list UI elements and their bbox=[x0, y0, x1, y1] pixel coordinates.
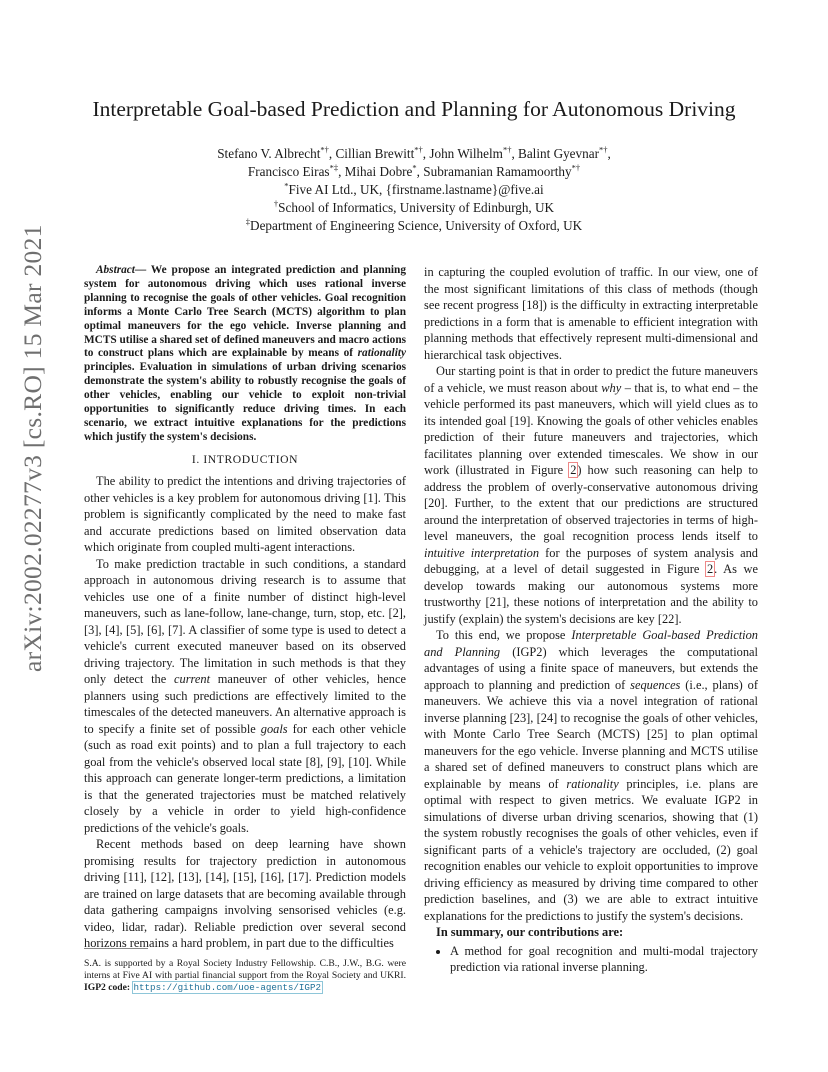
author-line-1: Stefano V. Albrecht*†, Cillian Brewitt*†, John Wilhelm*†, Balint Gyevnar*†, bbox=[217, 144, 611, 161]
contribution-item: • A method for goal recognition and multi-modal trajectory prediction via rational inverse planning. bbox=[450, 943, 758, 976]
affiliation-five-ai: *Five AI Ltd., UK, {firstname.lastname}@five.ai bbox=[284, 180, 544, 197]
footnote-rule bbox=[84, 948, 148, 949]
intro-paragraph-4: in capturing the coupled evolution of traffic. In our view, one of the most significant limitations of this class of methods (though see recent progress [18]) is the difficulty in extracting interpretable predictions in a form that is amenable to efficient integration with planning methods that effectively represent multi-dimensional and hierarchical task objectives. bbox=[424, 265, 758, 362]
author-block bbox=[100, 145, 728, 235]
intro-paragraph-1: The ability to predict the intentions and driving trajectories of other vehicles is a key problem for autonomous driving [1]. This problem is significantly complicated by the need to make fast and accurate predictions based on limited observation data which originate from coupled multi-agent interactions. bbox=[84, 474, 406, 555]
affiliation-oxford: ‡Department of Engineering Science, University of Oxford, UK bbox=[245, 216, 583, 233]
arxiv-identifier: arXiv:2002.02277v3 [cs.RO] 15 Mar 2021 bbox=[18, 224, 47, 672]
figure-2-link[interactable]: 2 bbox=[570, 463, 577, 477]
intro-paragraph-5: Our starting point is that in order to predict the future maneuvers of a vehicle, we must reason about why – that is, to what end – the vehicle performed its past maneuvers, which will yield clues as to its intended goal [19]. Knowing the goals of other vehicles enables prediction of their future maneuvers and trajectories, which facilitates planning over extended timescales. We show in our work (illustrated in Figure 2) how such reasoning can help to address the problem of overly-conservative autonomous driving [20]. Further, to the extent that our predictions are structured around the interpretation of observed trajectories in terms of high-level maneuvers, the goal recognition process lends itself to intuitive interpretation for the purposes of system analysis and debugging, at a level of detail suggested in Figure 2. As we develop towards making our autonomous systems more trustworthy [21], these notions of interpretation and the ability to justify (explain) the system's decisions are key [22]. bbox=[424, 364, 758, 626]
footnote: S.A. is supported by a Royal Society Industry Fellowship. C.B., J.W., B.G. were interns at Five AI with partial financial support from the Royal Society and UKRI. IGP2 code: https://github.com/uoe-agents/IGP2 bbox=[84, 958, 406, 993]
left-column bbox=[84, 264, 406, 952]
affiliation-edinburgh: †School of Informatics, University of Edinburgh, UK bbox=[273, 198, 555, 215]
abstract: Abstract— We propose an integrated prediction and planning system for autonomous driving which uses rational inverse planning to recognise the goals of other vehicles. Goal recognition informs a Monte Carlo Tree Search (MCTS) algorithm to plan optimal maneuvers for the ego vehicle. Inverse planning and MCTS utilise a shared set of defined maneuvers and macro actions to construct plans which are explainable by means of rationality principles. Evaluation in simulations of urban driving scenarios demonstrate the system's ability to robustly recognise the goals of other vehicles, enabling our vehicle to exploit non-trivial opportunities to significantly reduce driving times. In each scenario, we extract intuitive explanations for the predictions which justify the system's decisions. bbox=[84, 264, 406, 443]
contributions-list bbox=[424, 943, 758, 976]
paper-title: Interpretable Goal-based Prediction and Planning for Autonomous Driving bbox=[92, 97, 736, 121]
right-column bbox=[424, 264, 758, 976]
figure-2-link-second[interactable]: 2 bbox=[706, 562, 714, 576]
abstract-label: Abstract bbox=[96, 264, 135, 276]
intro-paragraph-2: To make prediction tractable in such conditions, a standard approach in autonomous driving research is to assume that vehicles use one of a finite number of distinct high-level maneuvers, such as lane-follow, lane-change, turn, stop, etc. [2], [3], [4], [5], [6], [7]. A classifier of some type is used to detect a vehicle's current executed maneuver based on its observed driving trajectory. The limitation in such methods is that they only detect the current maneuver of other vehicles, hence planners using such predictions are effectively limited to the timescales of the detected maneuvers. An alternative approach is to specify a finite set of possible goals for each other vehicle (such as road exit points) and to plan a full trajectory to each goal from the vehicle's observed local state [8], [9], [10]. While this approach can generate longer-term predictions, a limitation is that the generated trajectories must be matched relatively closely by a vehicle in order to yield high-confidence predictions of the vehicle's goals. bbox=[84, 556, 406, 835]
section-heading-introduction: I. INTRODUCTION bbox=[191, 452, 299, 466]
intro-paragraph-3: Recent methods based on deep learning have shown promising results for trajectory prediction in autonomous driving [11], [12], [13], [14], [15], [16], [17]. Prediction models are trained on large datasets that are becoming available through data gathering campaigns involving sensorised vehicles (e.g. video, lidar, radar). Reliable prediction over several second horizons remains a hard problem, in part due to the difficulties bbox=[84, 837, 406, 951]
code-url-link[interactable]: https://github.com/uoe-agents/IGP2 bbox=[133, 982, 321, 993]
contributions-heading: In summary, our contributions are: bbox=[436, 925, 624, 939]
intro-paragraph-6: To this end, we propose Interpretable Goal-based Prediction and Planning (IGP2) which leverages the computational advantages of using a finite space of maneuvers, but extends the approach to planning and prediction of sequences (i.e., plans) of maneuvers. We achieve this via a novel integration of rational inverse planning [23], [24] to recognise the goals of other vehicles, with Monte Carlo Tree Search (MCTS) [25] to plan optimal maneuvers for the ego vehicle. Inverse planning and MCTS utilise a shared set of defined maneuvers to construct plans which are explainable by means of rationality principles, i.e. plans are optimal with respect to given metrics. We evaluate IGP2 in simulations of diverse urban driving scenarios, showing that (1) the system robustly recognises the goals of other vehicles, even if significant parts of a vehicle's trajectory are occluded, (2) goal recognition enables our vehicle to exploit opportunities to improve driving efficiency as measured by driving time compared to other prediction baselines, and (3) we are able to extract intuitive explanations for the predictions to justify the system's decisions. bbox=[424, 628, 759, 923]
author-line-2: Francisco Eiras*‡, Mihai Dobre*, Subramanian Ramamoorthy*† bbox=[247, 162, 581, 179]
